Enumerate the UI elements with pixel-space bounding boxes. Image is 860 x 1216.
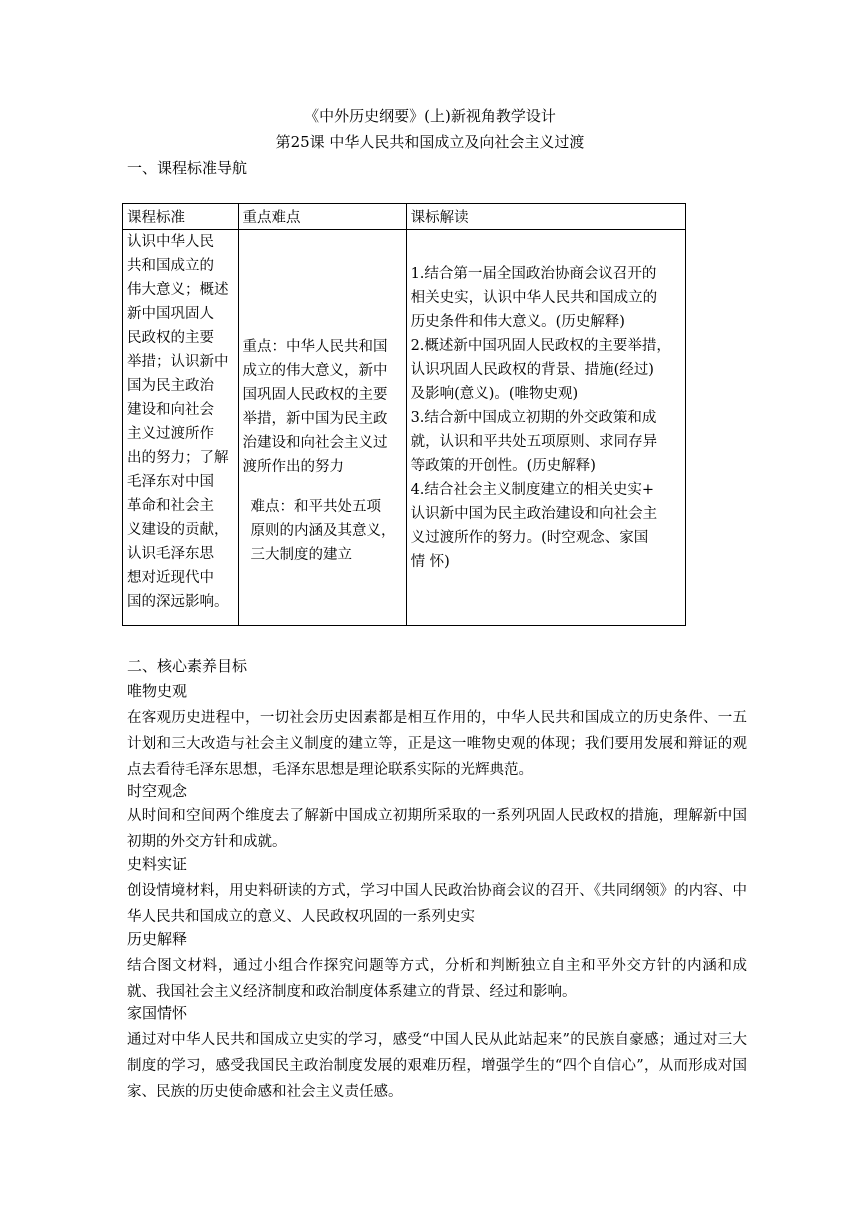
literacy-heading: 时空观念 — [127, 782, 188, 800]
table-header-row — [123, 204, 686, 230]
section1-heading: 一、课程标准导航 — [127, 159, 248, 177]
literacy-paragraph: 通过对中华人民共和国成立史实的学习，感受“中国人民从此站起来”的民族自豪感；通过对三大制度的学习，感受我国民主政治制度发展的艰难历程，增强学生的“四个自信心”，从而形成对国家、民族的历史使命感和社会主义责任感。 — [127, 1032, 747, 1100]
literacy-heading: 家国情怀 — [127, 1004, 188, 1022]
table-header-cell: 课程标准 — [123, 204, 239, 230]
literacy-heading: 历史解释 — [127, 930, 188, 948]
document-title: 《中外历史纲要》(上)新视角教学设计 — [304, 107, 556, 125]
table-cell-standard — [123, 230, 239, 626]
literacy-paragraph: 从时间和空间两个维度去了解新中国成立初期所采取的一系列巩固人民政权的措施，理解新中国初期的外交方针和成就。 — [127, 808, 747, 850]
standard-text: 认识中华人民 共和国成立的 伟大意义；概述 新中国巩固人 民政权的主要 举措；认识新中 国为民主政治 建设和向社会 主义过渡所作 出的努力；了解 毛泽东对中国 革命和社会主 义建设的贡献， 认识毛泽东思 想对近现代中 国的深远影响。 — [127, 234, 229, 610]
literacy-paragraph: 创设情境材料，用史料研读的方式，学习中国人民政治协商会议的召开、《共同纲领》的内容、中华人民共和国成立的意义、人民政权巩固的一系列史实 — [127, 883, 747, 925]
literacy-heading: 唯物史观 — [127, 682, 188, 700]
curriculum-standard-table — [122, 203, 686, 626]
interpretation-text: 1.结合第一届全国政治协商会议召开的 相关史实，认识中华人民共和国成立的 历史条件和伟大意义。(历史解释) 2.概述新中国巩固人民政权的主要举措， 认识巩固人民政权的背景、措施(经过) 及影响(意义)。(唯物史观) 3.结合新中国成立初期的外交政策和成 就，认识和平共处五项原则、求同存异 等政策的开创性。(历史解释) 4.结合社会主义制度建立的相关史实+ 认识新中国为民主政治建设和向社会主 义过渡所作的努力。(时空观念、家国 情 怀) — [410, 265, 671, 570]
table-row — [123, 230, 686, 626]
lesson-title: 第25课 中华人民共和国成立及向社会主义过渡 — [275, 133, 585, 151]
key-point-text: 重点：中华人民共和国 成立的伟大意义，新中 国巩固人民政权的主要 举措，新中国为民主政 治建设和向社会主义过 渡所作出的努力 — [242, 338, 388, 475]
table-cell-keypoints — [238, 230, 406, 626]
table-header-cell: 课标解读 — [406, 204, 685, 230]
literacy-paragraph: 在客观历史进程中，一切社会历史因素都是相互作用的，中华人民共和国成立的历史条件、一五计划和三大改造与社会主义制度的建立等，正是这一唯物史观的体现；我们要用发展和辩证的观点去看待毛泽东思想，毛泽东思想是理论联系实际的光辉典范。 — [127, 710, 747, 778]
difficult-point-text: 难点：和平共处五项 原则的内涵及其意义， 三大制度的建立 — [250, 498, 396, 563]
table-header-cell: 重点难点 — [238, 204, 406, 230]
section2-heading: 二、核心素养目标 — [127, 657, 248, 675]
literacy-heading: 史料实证 — [127, 855, 188, 873]
table-cell-interpretation — [406, 230, 685, 626]
literacy-paragraph: 结合图文材料，通过小组合作探究问题等方式，分析和判断独立自主和平外交方针的内涵和成就、我国社会主义经济制度和政治制度体系建立的背景、经过和影响。 — [127, 958, 747, 1000]
